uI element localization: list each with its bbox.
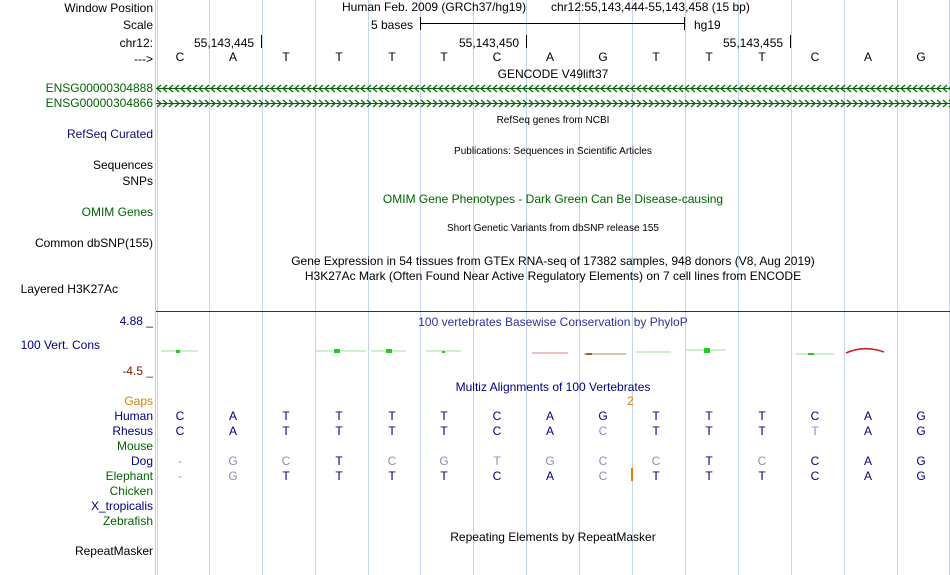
coordinate-tick <box>261 35 262 48</box>
publications-track-title: Publications: Sequences in Scientific Articles <box>454 146 652 157</box>
sequences-label[interactable]: Sequences <box>92 158 153 172</box>
alignment-base-mismatch: G <box>439 454 449 468</box>
alignment-base: A <box>228 409 237 423</box>
browser-track-image[interactable] <box>156 0 950 575</box>
species-label-chicken: Chicken <box>109 484 153 498</box>
coordinate-tick <box>526 35 527 48</box>
layered-h3k27ac-label[interactable]: Layered H3K27Ac <box>20 282 118 296</box>
alignment-base-mismatch: C <box>598 469 608 483</box>
alignment-base: G <box>598 409 608 423</box>
scale-text: 5 bases <box>371 18 414 32</box>
coordinate-label: 55,143,445 <box>194 36 255 50</box>
species-label-dog: Dog <box>130 454 153 468</box>
reference-base: T <box>282 50 290 64</box>
alignment-base: G <box>916 409 926 423</box>
alignment-base-mismatch: G <box>545 454 555 468</box>
alignment-base: T <box>758 424 766 438</box>
reference-base: T <box>705 50 713 64</box>
alignment-base: A <box>863 469 872 483</box>
alignment-base-gap: - <box>178 469 182 483</box>
insertion-marker <box>631 468 633 481</box>
scale-bar-right-end <box>684 17 685 30</box>
window-position-label[interactable]: Window Position <box>64 1 153 15</box>
alignment-base: T <box>440 424 448 438</box>
repeatmasker-track-title: Repeating Elements by RepeatMasker <box>450 530 656 544</box>
species-label-elephant: Elephant <box>105 469 153 483</box>
alignment-base: G <box>916 454 926 468</box>
alignment-base-mismatch: C <box>598 424 608 438</box>
chrom-label[interactable]: chr12: <box>119 36 153 50</box>
position-range: chr12:55,143,444-55,143,458 (15 bp) <box>551 0 750 14</box>
coordinate-tick <box>790 35 791 48</box>
gtex-track-title: Gene Expression in 54 tissues from GTEx RNA-seq of 17382 samples, 948 donors (V8, Aug 2019) <box>291 254 815 268</box>
alignment-base: T <box>758 469 766 483</box>
conservation-min-label: -4.5 _ <box>122 364 153 378</box>
alignment-base: T <box>388 469 396 483</box>
alignment-base: C <box>492 409 502 423</box>
species-label-x-tropicalis: X_tropicalis <box>90 499 153 513</box>
alignment-base: T <box>652 469 660 483</box>
alignment-base-mismatch: C <box>387 454 397 468</box>
alignment-base: C <box>492 424 502 438</box>
alignment-base: A <box>545 409 554 423</box>
alignment-base: T <box>705 424 713 438</box>
alignment-base: T <box>282 424 290 438</box>
reverse-strand-chevrons-icon <box>156 84 950 93</box>
alignment-base: G <box>916 469 926 483</box>
alignment-base: T <box>282 409 290 423</box>
repeatmasker-label[interactable]: RepeatMasker <box>74 544 153 558</box>
reference-base: T <box>388 50 396 64</box>
gene-label-ensg00000304866[interactable]: ENSG00000304866 <box>45 96 153 110</box>
alignment-base: T <box>335 409 343 423</box>
species-label-mouse: Mouse <box>116 439 153 453</box>
alignment-base: A <box>863 454 872 468</box>
gene-ensg00000304866-forward[interactable] <box>156 99 950 108</box>
alignment-base: T <box>440 469 448 483</box>
species-label-rhesus: Rhesus <box>112 424 153 438</box>
alignment-base-mismatch: T <box>493 454 501 468</box>
conservation-track-top-border <box>156 311 950 312</box>
gaps-label: Gaps <box>124 394 153 408</box>
omim-genes-label[interactable]: OMIM Genes <box>81 205 153 219</box>
scale-bar <box>420 23 685 24</box>
alignment-base: C <box>492 469 502 483</box>
alignment-base-mismatch: C <box>598 454 608 468</box>
alignment-base: T <box>335 454 343 468</box>
alignment-base: T <box>335 469 343 483</box>
phylop-conservation-plot[interactable] <box>156 340 950 360</box>
alignment-base: A <box>863 409 872 423</box>
reference-base: T <box>440 50 448 64</box>
reference-base: T <box>335 50 343 64</box>
forward-strand-chevrons-icon <box>156 99 950 108</box>
scale-db: hg19 <box>694 18 721 32</box>
alignment-base: T <box>335 424 343 438</box>
reference-base: C <box>175 50 185 64</box>
alignment-base-mismatch: G <box>228 454 238 468</box>
reference-base: T <box>652 50 660 64</box>
refseq-curated-label[interactable]: RefSeq Curated <box>66 127 153 141</box>
reference-base: C <box>810 50 820 64</box>
alignment-base-mismatch: C <box>757 454 767 468</box>
alignment-base: C <box>810 409 820 423</box>
alignment-base: A <box>228 424 237 438</box>
reference-base: C <box>492 50 502 64</box>
alignment-base: T <box>705 469 713 483</box>
alignment-base: T <box>652 424 660 438</box>
alignment-base: T <box>758 409 766 423</box>
refseq-track-title: RefSeq genes from NCBI <box>496 115 610 126</box>
alignment-base: T <box>705 454 713 468</box>
gene-label-ensg00000304888[interactable]: ENSG00000304888 <box>45 81 153 95</box>
species-label-zebrafish: Zebrafish <box>102 514 153 528</box>
reference-base: A <box>228 50 237 64</box>
coordinate-label: 55,143,450 <box>459 36 520 50</box>
alignment-base: T <box>440 409 448 423</box>
alignment-base: C <box>175 409 185 423</box>
track-label-column <box>0 0 155 575</box>
alignment-base: A <box>545 469 554 483</box>
alignment-base: C <box>175 424 185 438</box>
strand-arrow-label[interactable]: ---> <box>134 52 153 66</box>
alignment-base-mismatch: T <box>811 424 819 438</box>
reference-base: G <box>598 50 608 64</box>
gencode-track-title: GENCODE V49lift37 <box>497 67 609 81</box>
phylop-track-title: 100 vertebrates Basewise Conservation by PhyloP <box>418 315 688 329</box>
alignment-base: G <box>916 424 926 438</box>
alignment-base: T <box>282 469 290 483</box>
omim-track-title: OMIM Gene Phenotypes - Dark Green Can Be Disease-causing <box>382 192 724 206</box>
conservation-track-label[interactable]: 100 Vert. Cons <box>20 338 100 352</box>
species-label-human: Human <box>114 409 153 423</box>
alignment-base: T <box>652 409 660 423</box>
assembly-title: Human Feb. 2009 (GRCh37/hg19) <box>342 0 527 14</box>
gap-count: 2 <box>627 394 634 408</box>
alignment-base: A <box>863 424 872 438</box>
snps-label[interactable]: SNPs <box>122 174 153 188</box>
gene-ensg00000304888-reverse[interactable] <box>156 84 950 93</box>
multiz-track-title: Multiz Alignments of 100 Vertebrates <box>455 380 651 394</box>
common-dbsnp-label[interactable]: Common dbSNP(155) <box>34 236 153 250</box>
alignment-base: C <box>810 469 820 483</box>
alignment-base: A <box>545 424 554 438</box>
alignment-base-gap: - <box>178 454 182 468</box>
reference-base: G <box>916 50 926 64</box>
alignment-base-mismatch: C <box>281 454 291 468</box>
dbsnp-track-title: Short Genetic Variants from dbSNP release 155 <box>447 223 659 234</box>
alignment-base-mismatch: G <box>228 469 238 483</box>
conservation-max-label: 4.88 _ <box>119 314 153 328</box>
alignment-base: C <box>810 454 820 468</box>
reference-base: A <box>545 50 554 64</box>
alignment-base: T <box>705 409 713 423</box>
alignment-base: T <box>388 409 396 423</box>
alignment-base: T <box>388 424 396 438</box>
scale-label[interactable]: Scale <box>122 18 153 32</box>
coordinate-label: 55,143,455 <box>723 36 784 50</box>
h3k27ac-track-title: H3K27Ac Mark (Often Found Near Active Regulatory Elements) on 7 cell lines from ENCODE <box>304 269 802 283</box>
reference-base: A <box>863 50 872 64</box>
alignment-base-mismatch: C <box>651 454 661 468</box>
reference-base: T <box>758 50 766 64</box>
